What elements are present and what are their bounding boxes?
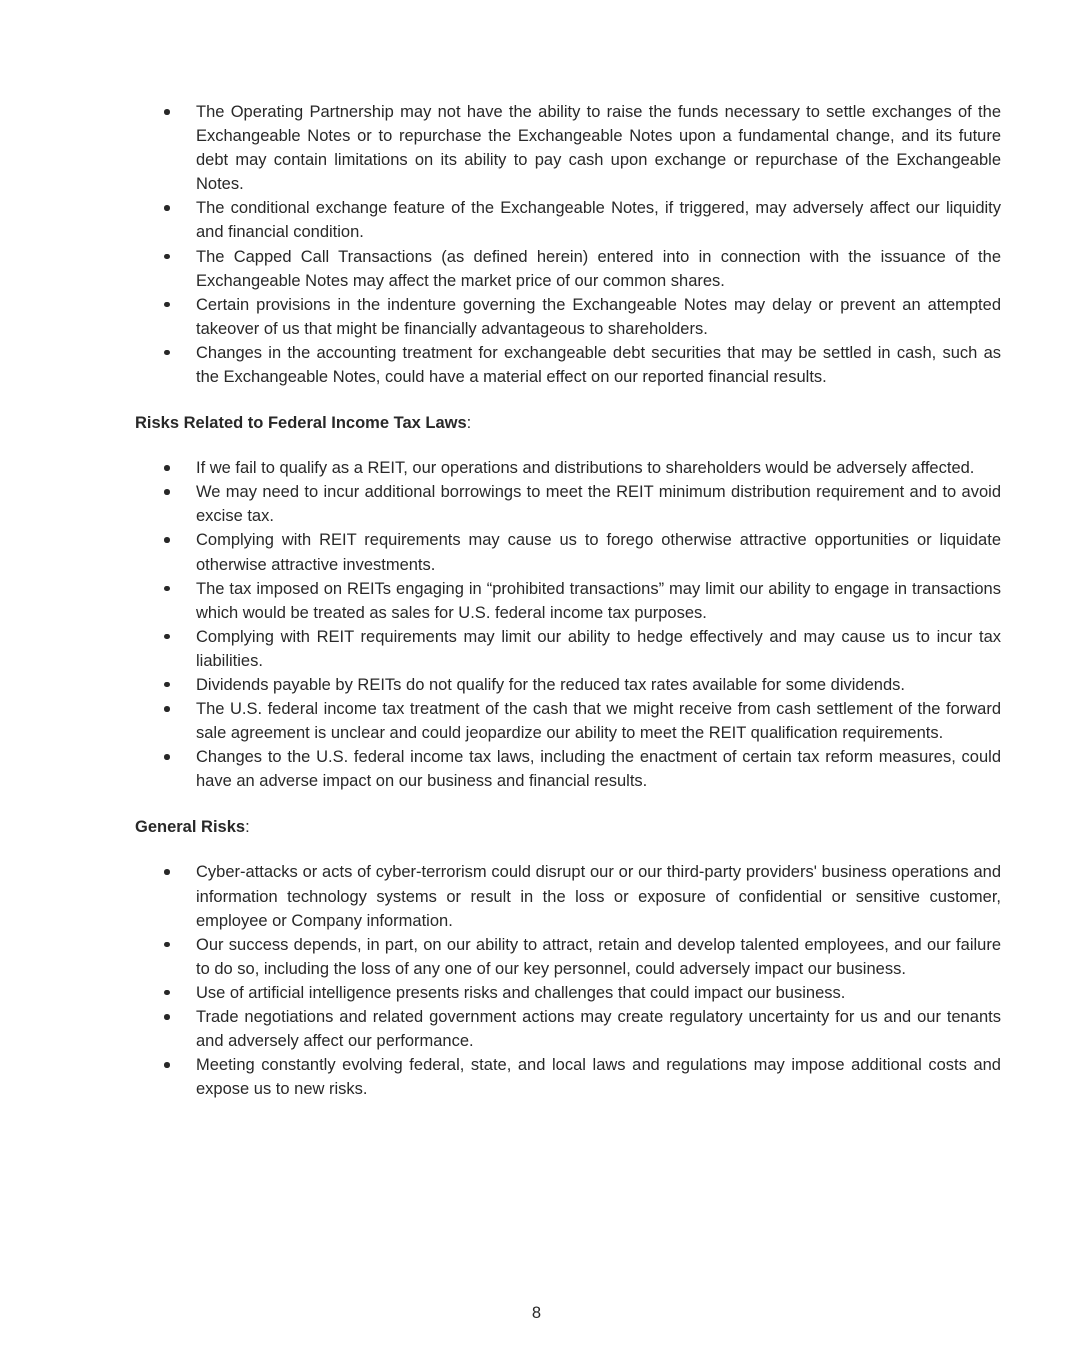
bullet-text: Changes in the accounting treatment for exchangeable debt securities that may be settled in cash, such as the Exchangeable Notes, could have a material effect on our reported financial results. [196, 343, 1001, 387]
bullet-icon [164, 1014, 170, 1020]
bullet-text: Use of artificial intelligence presents risks and challenges that could impact our business. [196, 983, 846, 1002]
bullet-text: Our success depends, in part, on our ability to attract, retain and develop talented employees, and our failure to do so, including the loss of any one of our key personnel, could adversely impact our business. [196, 935, 1001, 978]
bullet-icon [164, 942, 170, 948]
bullet-icon [164, 990, 170, 996]
bullet-icon [164, 254, 170, 260]
bullet-text: The Operating Partnership may not have the ability to raise the funds necessary to settle exchanges of the Exchangeable Notes or to repurchase the Exchangeable Notes upon a fundamental change, and its future debt may contain limitations on its ability to pay cash upon exchange or repurchase of the Exchangeable Notes. [196, 103, 1001, 194]
bullet-icon [164, 109, 170, 115]
bullet-icon [164, 302, 170, 308]
list-item [135, 1053, 1001, 1101]
bullet-icon [164, 682, 170, 688]
list-item [135, 456, 1001, 480]
list-item [135, 480, 1001, 528]
bullet-icon [164, 489, 170, 495]
bullet-icon [164, 350, 170, 356]
bullet-icon [164, 754, 170, 760]
page-content [135, 100, 1001, 1101]
list-item [135, 745, 1001, 793]
bullet-text: If we fail to qualify as a REIT, our operations and distributions to shareholders would be adversely affected. [196, 459, 975, 478]
section-heading [135, 815, 1001, 839]
list-item [135, 100, 1001, 196]
list-item [135, 577, 1001, 625]
section-heading-text: Risks Related to Federal Income Tax Laws [135, 414, 467, 433]
bullet-text: The Capped Call Transactions (as defined herein) entered into in connection with the issuance of the Exchangeable Notes may affect the market price of our common shares. [196, 247, 1001, 290]
bullet-text: Dividends payable by REITs do not qualify for the reduced tax rates available for some dividends. [196, 675, 905, 694]
section-heading-colon: : [466, 414, 472, 433]
list-item [135, 625, 1001, 673]
bullet-text: Trade negotiations and related government actions may create regulatory uncertainty for us and our tenants and adversely affect our performance. [196, 1008, 1001, 1051]
list-item [135, 341, 1001, 389]
bullet-list [135, 860, 1001, 1101]
list-item [135, 860, 1001, 932]
bullet-icon [164, 586, 170, 592]
page-number: 8 [531, 1304, 542, 1322]
bullet-text: The conditional exchange feature of the Exchangeable Notes, if triggered, may adversely affect our liquidity and financial condition. [196, 199, 1001, 242]
bullet-icon [164, 205, 170, 211]
bullet-text: Changes to the U.S. federal income tax laws, including the enactment of certain tax reform measures, could have an adverse impact on our business and financial results. [196, 748, 1001, 791]
bullet-list [135, 456, 1001, 793]
list-item [135, 1005, 1001, 1053]
risk-section-general [135, 815, 1001, 1101]
bullet-text: Meeting constantly evolving federal, state, and local laws and regulations may impose additional costs and expose us to new risks. [196, 1056, 1001, 1099]
bullet-list [135, 100, 1001, 389]
bullet-text: Complying with REIT requirements may cause us to forego otherwise attractive opportunities or liquidate otherwise attractive investments. [196, 531, 1001, 574]
bullet-text: Complying with REIT requirements may limit our ability to hedge effectively and may cause us to incur tax liabilities. [196, 627, 1001, 670]
section-heading-text: General Risks [135, 818, 246, 837]
list-item [135, 981, 1001, 1005]
risk-section-federal-income-tax [135, 411, 1001, 793]
page-footer [0, 1301, 1073, 1325]
bullet-icon [164, 706, 170, 712]
list-item [135, 673, 1001, 697]
bullet-text: Certain provisions in the indenture governing the Exchangeable Notes may delay or prevent an attempted takeover of us that might be financially advantageous to shareholders. [196, 295, 1001, 338]
list-item [135, 697, 1001, 745]
list-item [135, 293, 1001, 341]
list-item [135, 245, 1001, 293]
risk-section-exchangeable-notes [135, 100, 1001, 389]
bullet-text: The U.S. federal income tax treatment of the cash that we might receive from cash settlement of the forward sale agreement is unclear and could jeopardize our ability to meet the REIT qualification requirements. [196, 700, 1001, 743]
bullet-text: Cyber-attacks or acts of cyber-terrorism could disrupt our or our third-party providers' business operations and information technology systems or result in the loss or exposure of confidential or sensitive customer, employee or Company information. [196, 863, 1001, 930]
bullet-icon [164, 634, 170, 640]
bullet-text: We may need to incur additional borrowings to meet the REIT minimum distribution requirement and to avoid excise tax. [196, 483, 1001, 526]
section-heading [135, 411, 1001, 435]
bullet-icon [164, 1062, 170, 1068]
list-item [135, 528, 1001, 576]
list-item [135, 196, 1001, 244]
section-heading-colon: : [245, 818, 250, 837]
bullet-icon [164, 869, 170, 875]
bullet-text: The tax imposed on REITs engaging in “prohibited transactions” may limit our ability to engage in transactions which would be treated as sales for U.S. federal income tax purposes. [196, 579, 1001, 622]
bullet-icon [164, 537, 170, 543]
list-item [135, 933, 1001, 981]
bullet-icon [164, 465, 170, 471]
